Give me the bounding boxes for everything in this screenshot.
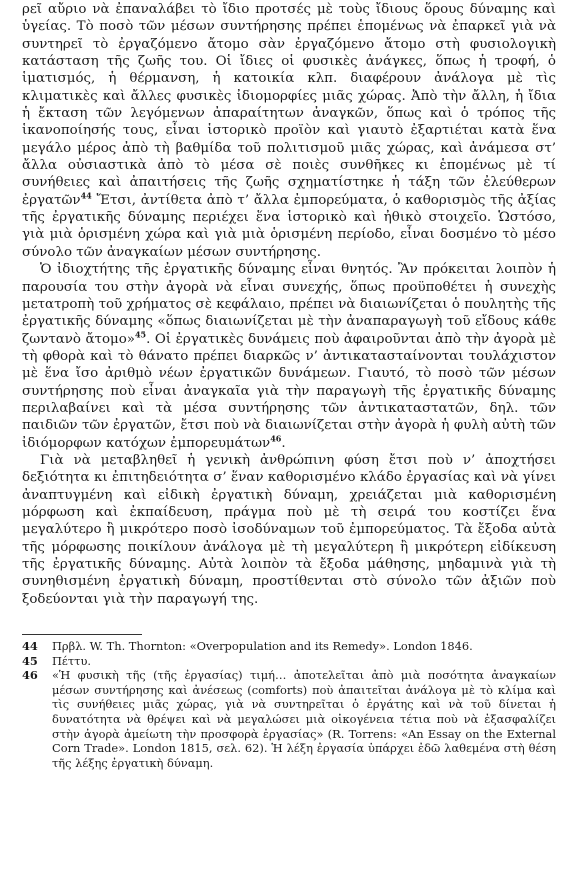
document-page xyxy=(22,1,556,770)
footnote-number: 46 xyxy=(22,668,38,683)
footnote-number: 45 xyxy=(22,653,38,668)
footnote-46 xyxy=(22,668,556,770)
footnote-text: Πρβλ. W. Th. Thornton: «Overpopulation and its Remedy». London 1846. xyxy=(52,639,473,654)
footnotes xyxy=(22,639,556,770)
paragraph-2-text: Ὁ ἰδιοχτήτης τῆς ἐργατικῆς δύναμης εἶναι θνητός. Ἂν πρόκειται λοιπὸν ἡ παρουσία του στὴν ἀγορὰ νὰ εἶναι συνεχής, ὅπως προϋποθέτει ἡ συνεχὴς μετατροπὴ τοῦ χρήματος σὲ κεφάλαιο, πρέπει νὰ διαιωνίζεται ὁ πουλητὴς τῆς ἐργατικῆς δύναμης «ὅπως διαιωνίζεται μὲ τὴν ἀναπαραγωγὴ τοῦ εἴδους κάθε ζωντανὸ ἄτομο» xyxy=(22,262,556,347)
footnote-ref-46[interactable]: 46 xyxy=(270,433,282,444)
footnote-ref-44[interactable]: 44 xyxy=(80,190,92,201)
paragraph-3 xyxy=(22,452,556,608)
paragraph-2-tail-end: . xyxy=(281,435,286,451)
footnote-text: Πέττυ. xyxy=(52,653,91,668)
paragraph-1 xyxy=(22,1,556,261)
paragraph-2 xyxy=(22,261,556,452)
paragraph-1-tail: Ἔτσι, ἀντίθετα ἀπὸ τ’ ἄλλα ἐμπορεύματα, ὁ καθορισμὸς τῆς ἀξίας τῆς ἐργατικῆς δύναμης περιέχει ἕνα ἱστορικὸ καὶ ἠθικὸ στοιχεῖο. Ὡστόσο, γιὰ μιὰ ὁρισμένη χώρα καὶ γιὰ μιὰ ὁρισμένη περίοδο, εἶναι δοσμένο τὸ μέσο σύνολο τῶν ἀναγκαίων μέσων συντήρησης. xyxy=(22,192,556,260)
paragraph-2-tail: . Οἱ ἐργατικὲς δυνάμεις ποὺ ἀφαιροῦνται ἀπὸ τὴν ἀγορὰ μὲ τὴ φθορὰ καὶ τὸ θάνατο πρέπει διαρκῶς ν’ ἀντικατασταίνονται τουλάχιστον μὲ ἕνα ἴσο ἀριθμὸ νέων ἐργατικῶν δυνάμεων. Γιαυτό, τὸ ποσὸ τῶν μέσων συντήρησης ποὺ εἶναι ἀναγκαῖα γιὰ τὴν παραγωγὴ τῆς ἐργατικῆς δύναμης περιλαβαίνει καὶ τὰ μέσα συντήρησης τῶν ἀντικαταστατῶν, δηλ. τῶν παιδιῶν τῶν ἐργατῶν, ἔτσι ποὺ νὰ διαιωνίζεται στὴν ἀγορὰ ἡ φυλὴ αὐτὴ τῶν ἰδιόμορφων κατόχων ἐμπορευμάτων xyxy=(22,331,557,451)
footnote-text: «Ἡ φυσικὴ τῆς (τῆς ἐργασίας) τιμή… ἀποτελεῖται ἀπὸ μιὰ ποσότητα ἀναγκαίων μέσων συντήρησης καὶ ἀνέσεως (comforts) ποὺ ἀπαιτεῖται ἀνάλογα μὲ τὸ κλίμα καὶ τὶς συνήθειες μιᾶς χώρας, γιὰ νὰ συντηρεῖται ὁ ἐργάτης καὶ νὰ τοῦ δίνεται ἡ δυνατότητα νὰ θρέψει καὶ νὰ μεγαλώσει μιὰ οἰκογένεια τέτια ποὺ νὰ ἐξασφαλίζει στὴν ἀγορὰ ἀμείωτη τὴν προσφορὰ ἐργασίας» (R. Torrens: «An Essay on the External Corn Trade». London 1815, σελ. 62). Ἡ λέξη ἐργασία ὑπάρχει ἐδῶ λαθεμένα στὴ θέση τῆς λέξης ἐργατικὴ δύναμη. xyxy=(52,668,556,770)
footnote-44 xyxy=(22,639,556,654)
footnote-ref-45[interactable]: 45 xyxy=(134,329,147,340)
footnote-number: 44 xyxy=(22,639,38,654)
paragraph-1-text: ρεῖ αὔριο νὰ ἐπαναλάβει τὸ ἴδιο προτσές μὲ τοὺς ἴδιους ὅρους δύναμης καὶ ὑγείας. Τὸ ποσὸ τῶν μέσων συντήρησης πρέπει ἑπομένως νὰ ἐπαρκεῖ γιὰ νὰ συντηρεῖ τὸ ἐργαζόμενο ἄτομο σὰν ἐργαζόμενο ἄτομο στὴ φυσιολογικὴ κατάσταση τῆς ζωῆς του. Οἱ ἴδιες οἱ φυσικὲς ἀνάγκες, ὅπως ἡ τροφή, ὁ ἱματισμός, ἡ θέρμανση, ἡ κατοικία κλπ. διαφέρουν ἀνάλογα μὲ τὶς κλιματικὲς καὶ ἄλλες φυσικὲς ἰδιομορφίες μιᾶς χώρας. Ἀπὸ τὴν ἄλλη, ἡ ἴδια ἡ ἔκταση τῶν λεγόμενων ἀπαραίτητων ἀναγκῶν, ὅπως καὶ ὁ τρόπος τῆς ἱκανοποίησής τους, εἶναι ἱστορικὸ προϊὸν καὶ γιαυτὸ ἐξαρτιέται κατὰ ἕνα μεγάλο μέρος ἀπὸ τὴ βαθμίδα τοῦ πολιτισμοῦ μιᾶς χώρας, καὶ ἀνάμεσα στ’ ἄλλα οὐσιαστικὰ ἀπὸ τὸ μέσα σὲ ποιὲς συνθῆκες κι ἑπομένως μὲ τί συνήθειες καὶ ἀπαιτήσεις τῆς ζωῆς σχηματίστηκε ἡ τάξη τῶν ἐλεύθερων ἐργατῶν xyxy=(22,2,556,208)
paragraph-3-text: Γιὰ νὰ μεταβληθεῖ ἡ γενικὴ ἀνθρώπινη φύση ἔτσι ποὺ ν’ ἀποχτήσει δεξιότητα κι ἐπιτηδειότητα σ’ ἕναν καθορισμένο κλάδο ἐργασίας καὶ νὰ γίνει ἀναπτυγμένη καὶ εἰδικὴ ἐργατικὴ δύναμη, χρειάζεται μιὰ καθορισμένη μόρφωση καὶ ἐκπαίδευση, πράγμα ποὺ μὲ τὴ σειρά του κοστίζει ἕνα μεγαλύτερο ἢ μικρότερο ποσὸ ἰσοδύναμων τοῦ ἐμπορεύματος. Τὰ ἔξοδα αὐτὰ τῆς μόρφωσης ποικίλουν ἀνάλογα μὲ τὴ μεγαλύτερη ἢ μικρότερη εἰδίκευση τῆς ἐργατικῆς δύναμης. Αὐτὰ λοιπὸν τὰ ἔξοδα μάθησης, μηδαμινὰ γιὰ τὴ συνηθισμένη ἐργατικὴ δύναμη, προστίθενται στὸ σύνολο τῶν ἀξιῶν ποὺ ξοδεύονται γιὰ τὴν παραγωγή της. xyxy=(22,452,556,607)
body-text xyxy=(22,1,556,608)
footnote-divider xyxy=(22,634,142,635)
footnote-45 xyxy=(22,654,556,669)
